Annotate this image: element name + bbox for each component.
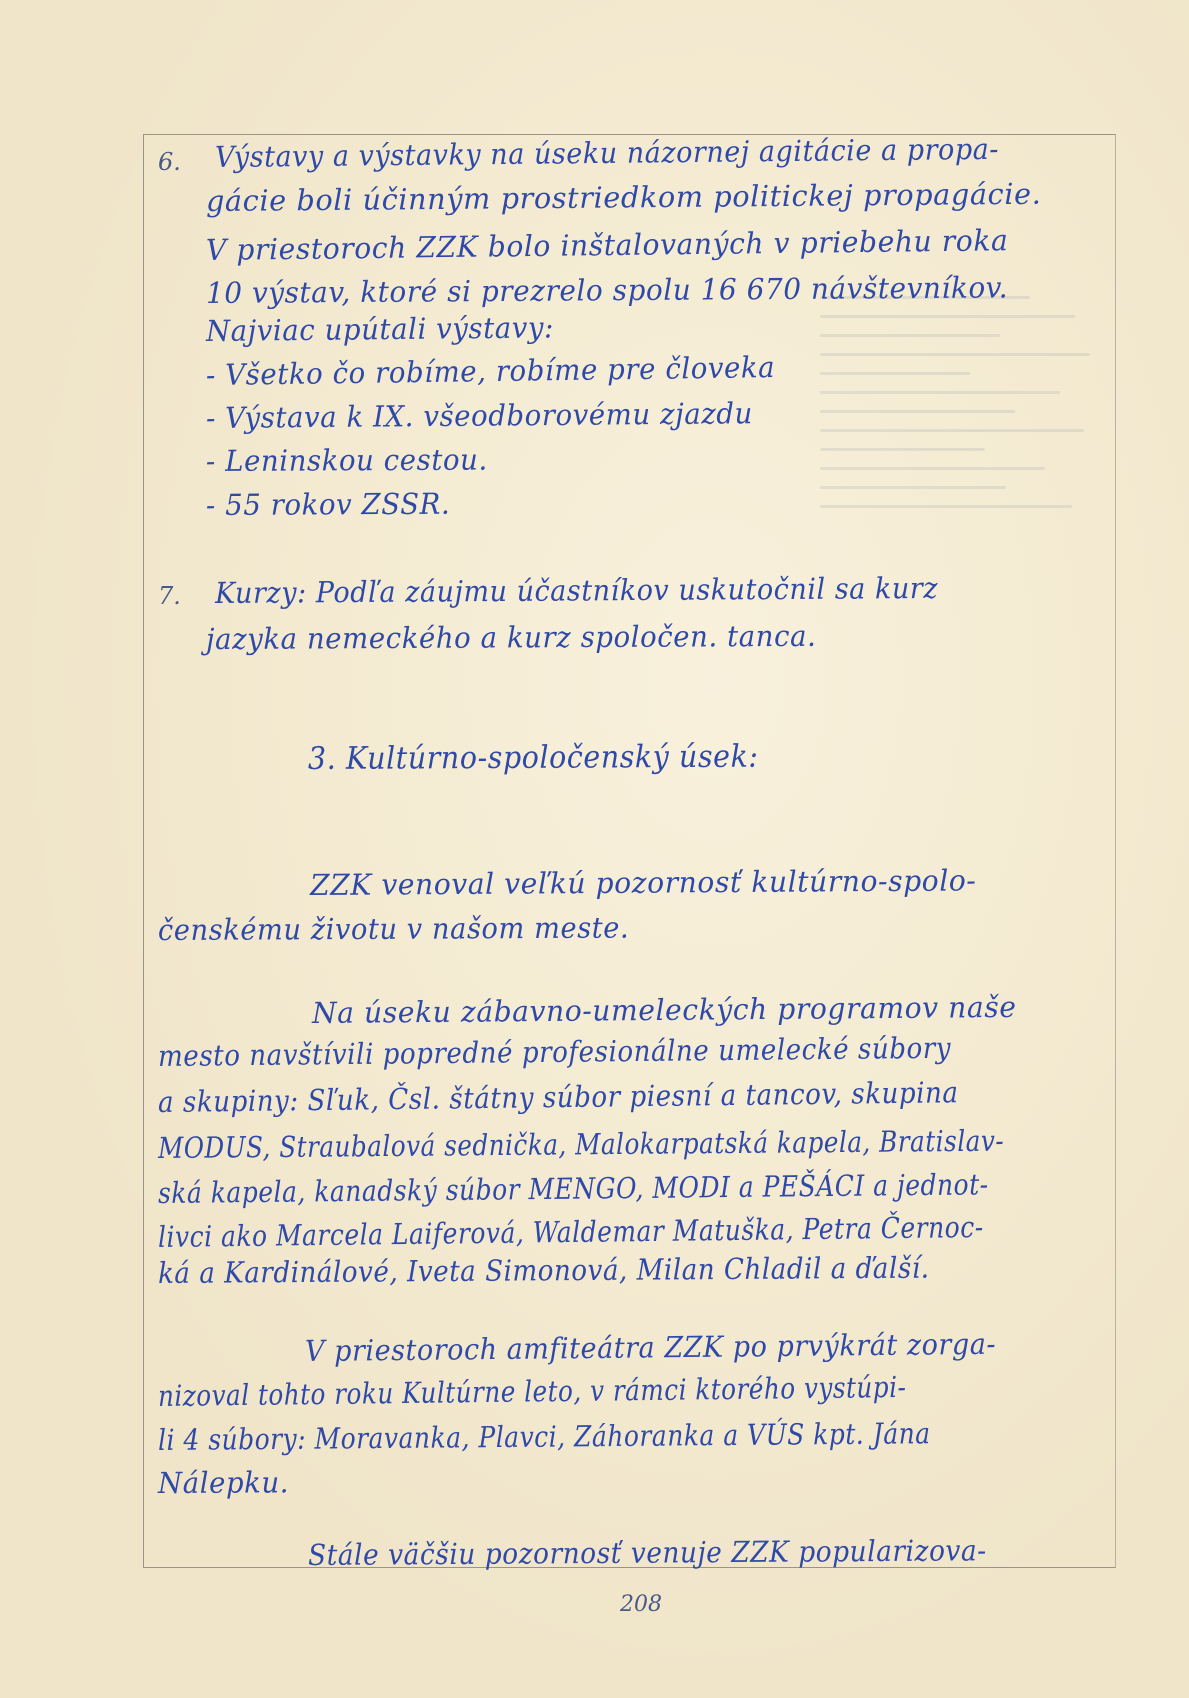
section-6-line: Najviac upútali výstavy: xyxy=(205,310,555,348)
section-6-line: Výstavy a výstavky na úseku názornej agitácie a propa- xyxy=(214,131,1000,174)
paragraph-line: mesto navštívili popredné profesionálne umelecké súbory xyxy=(157,1030,952,1073)
section-heading: 3. Kultúrno-spoločenský úsek: xyxy=(307,738,759,777)
section-6-line: - 55 rokov ZSSR. xyxy=(205,486,451,522)
paragraph-line: livci ako Marcela Laiferová, Waldemar Matuška, Petra Černoc- xyxy=(157,1209,984,1254)
paragraph-line: čenskému životu v našom meste. xyxy=(157,910,630,947)
paragraph-line: Na úseku zábavno-umeleckých programov naše xyxy=(311,989,1017,1030)
section-6-line: V priestoroch ZZK bolo inštalovaných v priebehu roka xyxy=(205,223,1009,267)
section-6-line: - Leninskou cestou. xyxy=(205,442,488,478)
paragraph-line: Stále väčšiu pozornosť venuje ZZK popularizova- xyxy=(307,1533,987,1572)
section-6-number: 6. xyxy=(158,148,181,176)
page-number: 208 xyxy=(620,1592,662,1617)
paragraph-line: li 4 súbory: Moravanka, Plavci, Záhoranka a VÚS kpt. Jána xyxy=(157,1416,931,1457)
paragraph-line: a skupiny: Sľuk, Čsl. štátny súbor piesní a tancov, skupina xyxy=(157,1075,959,1119)
section-7-number: 7. xyxy=(158,582,181,610)
section-7-line: Kurzy: Podľa záujmu účastníkov uskutočnil sa kurz xyxy=(214,570,939,610)
section-6-line: - Výstava k IX. všeodborovému zjazdu xyxy=(205,396,753,435)
paragraph-line: ská kapela, kanadský súbor MENGO, MODI a PEŠÁCI a jednot- xyxy=(157,1167,989,1210)
section-6-line: gácie boli účinným prostriedkom politickej propagácie. xyxy=(205,176,1042,218)
paragraph-line: V priestoroch amfiteátra ZZK po prvýkrát zorga- xyxy=(304,1326,997,1368)
paragraph-line: ZZK venoval veľkú pozornosť kultúrno-spolo- xyxy=(309,863,977,902)
paragraph-line: MODUS, Straubalová sednička, Malokarpatská kapela, Bratislav- xyxy=(157,1123,1005,1165)
section-6-line: 10 výstav, ktoré si prezrelo spolu 16 670 návštevníkov. xyxy=(205,270,1009,310)
paragraph-line: ká a Kardinálové, Iveta Simonová, Milan Chladil a ďalší. xyxy=(157,1250,930,1290)
section-6-line: - Všetko čo robíme, robíme pre človeka xyxy=(205,350,776,392)
paragraph-line: nizoval tohto roku Kultúrne leto, v rámci ktorého vystúpi- xyxy=(157,1369,907,1413)
paragraph-line: Nálepku. xyxy=(157,1465,290,1500)
section-7-line: jazyka nemeckého a kurz spoločen. tanca. xyxy=(205,618,817,656)
